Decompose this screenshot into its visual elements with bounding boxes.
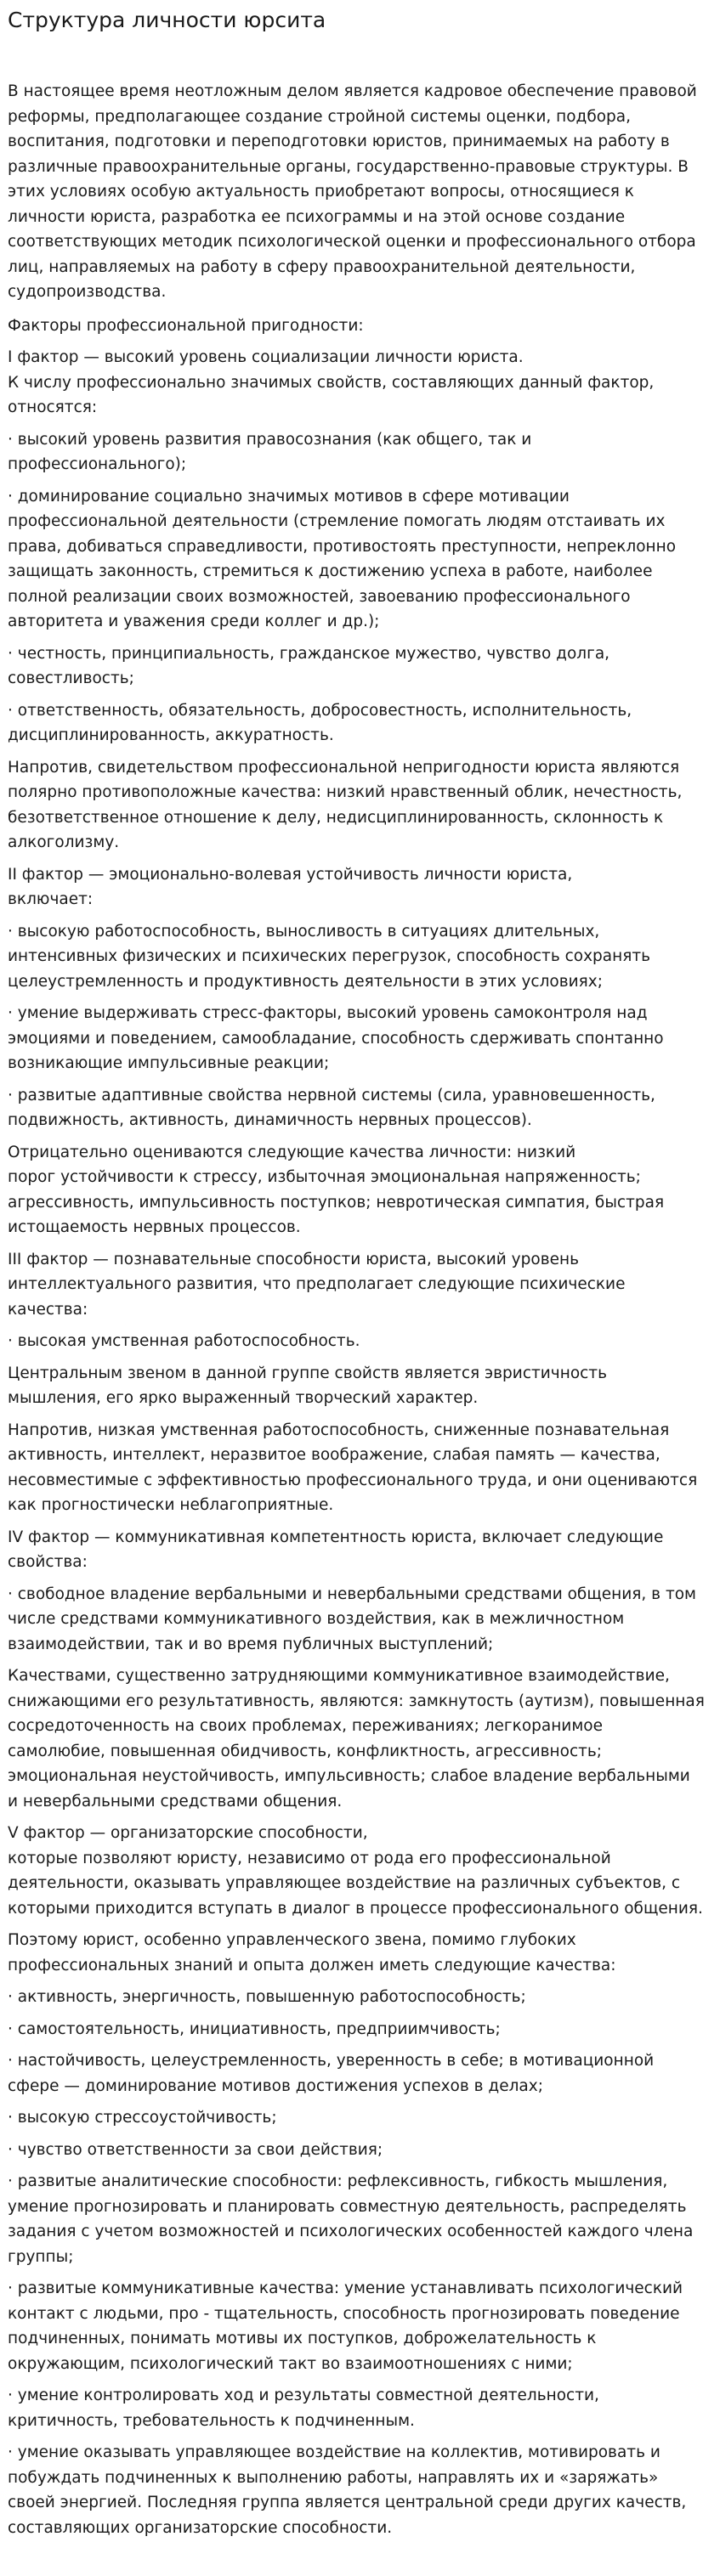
factor-4-title: IV фактор — коммуникативная компетентность юриста, включает следующие bbox=[8, 1528, 664, 1546]
factor-1-item: · честность, принципиальность, гражданское мужество, чувство долга, совестливость; bbox=[8, 644, 610, 687]
factor-1-title: I фактор — высокий уровень социализации личности юриста. bbox=[8, 348, 524, 366]
factor-3-note: Центральным звеном в данной группе свойств является эвристичность мышления, его ярко выраженный творческий характер. bbox=[8, 1364, 607, 1407]
factor-5-item: · умение оказывать управляющее воздействие на коллектив, мотивировать и побуждать подчиненных к выполнению работы, направлять их и «заряжать» своей энергией. Последняя группа является центральной среди других качеств, составляющих организаторские способности. bbox=[8, 2443, 687, 2537]
factor-5-item: · настойчивость, целеустремленность, уверенность в себе; в мотивационной сфере — доминирование мотивов достижения успехов в делах; bbox=[8, 2052, 655, 2095]
factor-1-heading bbox=[8, 345, 705, 421]
factor-2-title: II фактор — эмоционально-волевая устойчивость личности юриста, bbox=[8, 865, 573, 884]
factor-5-heading bbox=[8, 1821, 705, 1921]
factor-4-item: · свободное владение вербальными и невербальными средствами общения, в том числе средствами коммуникативного воздействия, как в межличностном взаимодействии, так и во время публичных выступлений; bbox=[8, 1585, 696, 1653]
factor-1-item: · доминирование социально значимых мотивов в сфере мотивации профессиональной деятельности (стремление помогать людям отстаивать их права, добиваться справедливости, противостоять преступности, непреклонно защищать законность, стремиться к достижению успеха в работе, наиболее полной реализации своих возможностей, завоеванию профессионального авторитета и уважения среди коллег и др.); bbox=[8, 487, 677, 630]
factor-5-item: · развитые коммуникативные качества: умение устанавливать психологический контакт с людьми, про - тщательность, способность прогнозировать поведение подчиненных, понимать мотивы их поступков, доброжелательность к окружающим, психологический такт во взаимоотношениях с ними; bbox=[8, 2279, 683, 2373]
factor-2-heading bbox=[8, 862, 705, 912]
factor-4-heading bbox=[8, 1525, 705, 1575]
factor-1-note: Напротив, свидетельством профессиональной непригодности юриста являются полярно противоположные качества: низкий нравственный облик, нечестность, безответственное отношение к делу, недисциплинированность, склонность к алкоголизму. bbox=[8, 758, 683, 851]
factor-3-heading: III фактор — познавательные способности юриста, высокий уровень интеллектуального развития, что предполагает следующие психические качества: bbox=[8, 1250, 626, 1319]
article bbox=[0, 8, 720, 2540]
factor-5-item: · умение контролировать ход и результаты совместной деятельности, критичность, требовательность к подчиненным. bbox=[8, 2387, 599, 2430]
factor-2-item: · развитые адаптивные свойства нервной системы (сила, уравновешенность, подвижность, активность, динамичность нервных процессов). bbox=[8, 1086, 655, 1129]
factor-5-lead: Поэтому юрист, особенно управленческого звена, помимо глубоких профессиональных знаний и опыта должен иметь следующие качества: bbox=[8, 1931, 616, 1974]
factor-5-item: · развитые аналитические способности: рефлексивность, гибкость мышления, умение прогнозировать и планировать совместную деятельность, распределять задания с учетом возможностей и психологических особенностей каждого члена группы; bbox=[8, 2172, 694, 2266]
factor-2-item: · высокую работоспособность, выносливость в ситуациях длительных, интенсивных физических и психических перегрузок, способность сохранять целеустремленность и продуктивность деятельности в этих условиях; bbox=[8, 922, 651, 991]
factor-3-item: · высокая умственная работоспособность. bbox=[8, 1332, 360, 1350]
factor-5-item: · высокую стрессоустойчивость; bbox=[8, 2109, 277, 2127]
factor-5-item: · самостоятельность, инициативность, предприимчивость; bbox=[8, 2020, 501, 2038]
factor-1-intro: К числу профессионально значимых свойств, составляющих данный фактор, относятся: bbox=[8, 373, 655, 416]
factor-2-note-line-2: порог устойчивости к стрессу, избыточная эмоциональная напряженность; агрессивность, импульсивность поступков; невротическая симпатия, быстрая истощаемость нервных процессов. bbox=[8, 1168, 665, 1236]
factor-3-note: Напротив, низкая умственная работоспособность, сниженные познавательная активность, интеллект, неразвитое воображение, слабая память — качества, несовместимые с эффективностью профессионального труда, и они оцениваются как прогностически неблагоприятные. bbox=[8, 1421, 698, 1514]
factor-5-item: · активность, энергичность, повышенную работоспособность; bbox=[8, 1988, 526, 2006]
page-title: Структура личности юрсита bbox=[8, 8, 326, 32]
factor-2-note bbox=[8, 1140, 705, 1240]
factor-5-item: · чувство ответственности за свои действия; bbox=[8, 2140, 383, 2159]
intro-paragraph: В настоящее время неотложным делом является кадровое обеспечение правовой реформы, предполагающее создание стройной системы оценки, подбора, воспитания, подготовки и переподготовки юристов, принимаемых на работу в различные правоохранительные органы, государственно-правовые структуры. В этих условиях особую актуальность приобретают вопросы, относящиеся к личности юриста, разработка ее психограммы и на этой основе создание соответствующих методик психологической оценки и профессионального отбора лиц, направляемых на работу в сферу правоохранительной деятельности, судопроизводства. bbox=[8, 82, 697, 301]
article-body bbox=[8, 79, 705, 2540]
factor-5-title: V фактор — организаторские способности, bbox=[8, 1824, 368, 1842]
factor-4-intro: свойства: bbox=[8, 1553, 88, 1571]
factor-5-intro: которые позволяют юристу, независимо от рода его профессиональной деятельности, оказывать управляющее воздействие на различных субъектов, с которыми приходится вступать в диалог в процессе профессионального общения. bbox=[8, 1849, 703, 1918]
factor-2-item: · умение выдерживать стресс-факторы, высокий уровень самоконтроля над эмоциями и поведением, самообладание, способность сдерживать спонтанно возникающие импульсивные реакции; bbox=[8, 1004, 664, 1072]
factor-1-item: · высокий уровень развития правосознания (как общего, так и профессионального); bbox=[8, 430, 532, 473]
factor-4-note: Качествами, существенно затрудняющими коммуникативное взаимодействие, снижающими его результативность, являются: замкнутость (аутизм), повышенная сосредоточенность на своих проблемах, переживаниях; легкоранимое самолюбие, повышенная обидчивость, конфликтность, агрессивность; эмоциональная неустойчивость, импульсивность; слабое владение вербальными и невербальными средствами общения. bbox=[8, 1667, 705, 1811]
factor-2-note-line-1: Отрицательно оцениваются следующие качества личности: низкий bbox=[8, 1143, 576, 1161]
factor-1-item: · ответственность, обязательность, добросовестность, исполнительность, дисциплинированность, аккуратность. bbox=[8, 701, 632, 744]
factors-heading: Факторы профессиональной пригодности: bbox=[8, 316, 364, 335]
factor-2-intro: включает: bbox=[8, 890, 94, 908]
